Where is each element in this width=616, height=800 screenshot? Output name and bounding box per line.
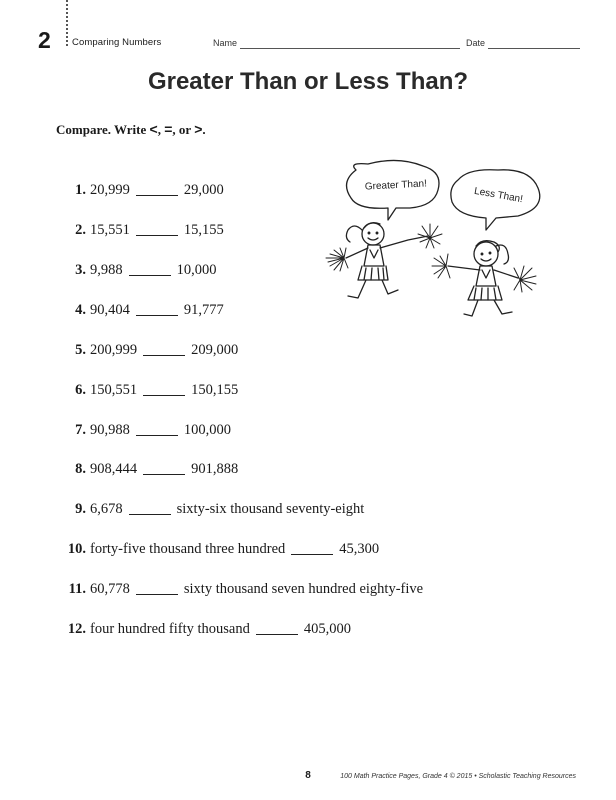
footer-credit: 100 Math Practice Pages, Grade 4 © 2015 • Scholastic Teaching Resources <box>340 773 576 780</box>
problem-right: sixty-six thousand seventy-eight <box>176 501 365 517</box>
cheerleaders-illustration <box>318 158 568 336</box>
problem-left: 6,678 <box>90 501 123 517</box>
problem-10 <box>56 540 536 558</box>
problem-left: 150,551 <box>90 382 138 398</box>
problem-number: 5. <box>75 342 86 358</box>
problem-number: 11. <box>68 581 86 597</box>
name-field[interactable] <box>240 48 460 49</box>
problem-left: four hundred fifty thousand <box>90 621 250 637</box>
problem-8 <box>56 460 536 478</box>
problem-right: 100,000 <box>183 422 231 438</box>
pom-pom <box>326 248 348 271</box>
answer-blank[interactable] <box>136 235 178 236</box>
problem-left: 15,551 <box>90 222 130 238</box>
problem-right: 209,000 <box>191 342 239 358</box>
unit-number: 2 <box>38 27 51 53</box>
problem-right: 45,300 <box>339 541 380 557</box>
instructions: Compare. Write <, =, or >. <box>56 121 206 137</box>
cheerleader-left <box>346 223 428 298</box>
name-label: Name <box>213 38 238 48</box>
answer-blank[interactable] <box>136 435 178 436</box>
problem-left: forty-five thousand three hundred <box>90 541 286 557</box>
answer-blank[interactable] <box>129 275 171 276</box>
problem-right: 91,777 <box>183 302 224 318</box>
answer-blank[interactable] <box>136 315 178 316</box>
problem-9 <box>56 500 536 518</box>
problem-number: 6. <box>75 382 86 398</box>
page-number: 8 <box>305 770 311 781</box>
problem-number: 8. <box>75 461 86 477</box>
problem-number: 4. <box>75 302 86 318</box>
problem-left: 90,404 <box>90 302 130 318</box>
pom-pom <box>514 266 536 292</box>
page-title: Greater Than or Less Than? <box>147 68 469 95</box>
answer-blank[interactable] <box>256 634 298 635</box>
pom-pom <box>432 254 450 278</box>
problem-number: 10. <box>67 541 86 557</box>
problem-left: 60,778 <box>90 581 130 597</box>
problem-right: 901,888 <box>191 461 239 477</box>
answer-blank[interactable] <box>129 514 171 515</box>
problem-right: 10,000 <box>176 262 217 278</box>
answer-blank[interactable] <box>143 395 185 396</box>
problem-7 <box>56 421 536 439</box>
problem-left: 200,999 <box>90 342 138 358</box>
problem-number: 9. <box>75 501 86 517</box>
problem-right: 405,000 <box>303 621 351 637</box>
problem-right: 150,155 <box>191 382 239 398</box>
cheerleader-right <box>448 241 518 316</box>
problem-left: 9,988 <box>90 262 123 278</box>
problem-11 <box>56 580 536 598</box>
bubble-right-text: Less Than! <box>473 185 524 206</box>
topic-label: Comparing Numbers <box>72 37 162 48</box>
problem-6 <box>56 381 536 399</box>
date-label: Date <box>466 38 486 48</box>
problem-number: 1. <box>75 182 86 198</box>
problem-right: sixty thousand seven hundred eighty-five <box>183 581 424 597</box>
pom-pom <box>418 224 442 248</box>
answer-blank[interactable] <box>136 195 178 196</box>
problem-5 <box>56 341 536 359</box>
answer-blank[interactable] <box>136 594 178 595</box>
problem-right: 29,000 <box>183 182 224 198</box>
problem-left: 90,988 <box>90 422 130 438</box>
problem-right: 15,155 <box>183 222 224 238</box>
problem-12 <box>56 620 536 638</box>
problem-number: 2. <box>75 222 86 238</box>
bubble-left-text: Greater Than! <box>364 178 428 193</box>
answer-blank[interactable] <box>143 474 185 475</box>
problem-number: 7. <box>75 422 86 438</box>
page-header <box>0 28 616 52</box>
problem-left: 20,999 <box>90 182 130 198</box>
answer-blank[interactable] <box>143 355 185 356</box>
date-field[interactable] <box>488 48 580 49</box>
problem-left: 908,444 <box>90 461 138 477</box>
problem-number: 12. <box>67 621 86 637</box>
problem-number: 3. <box>75 262 86 278</box>
answer-blank[interactable] <box>291 554 333 555</box>
